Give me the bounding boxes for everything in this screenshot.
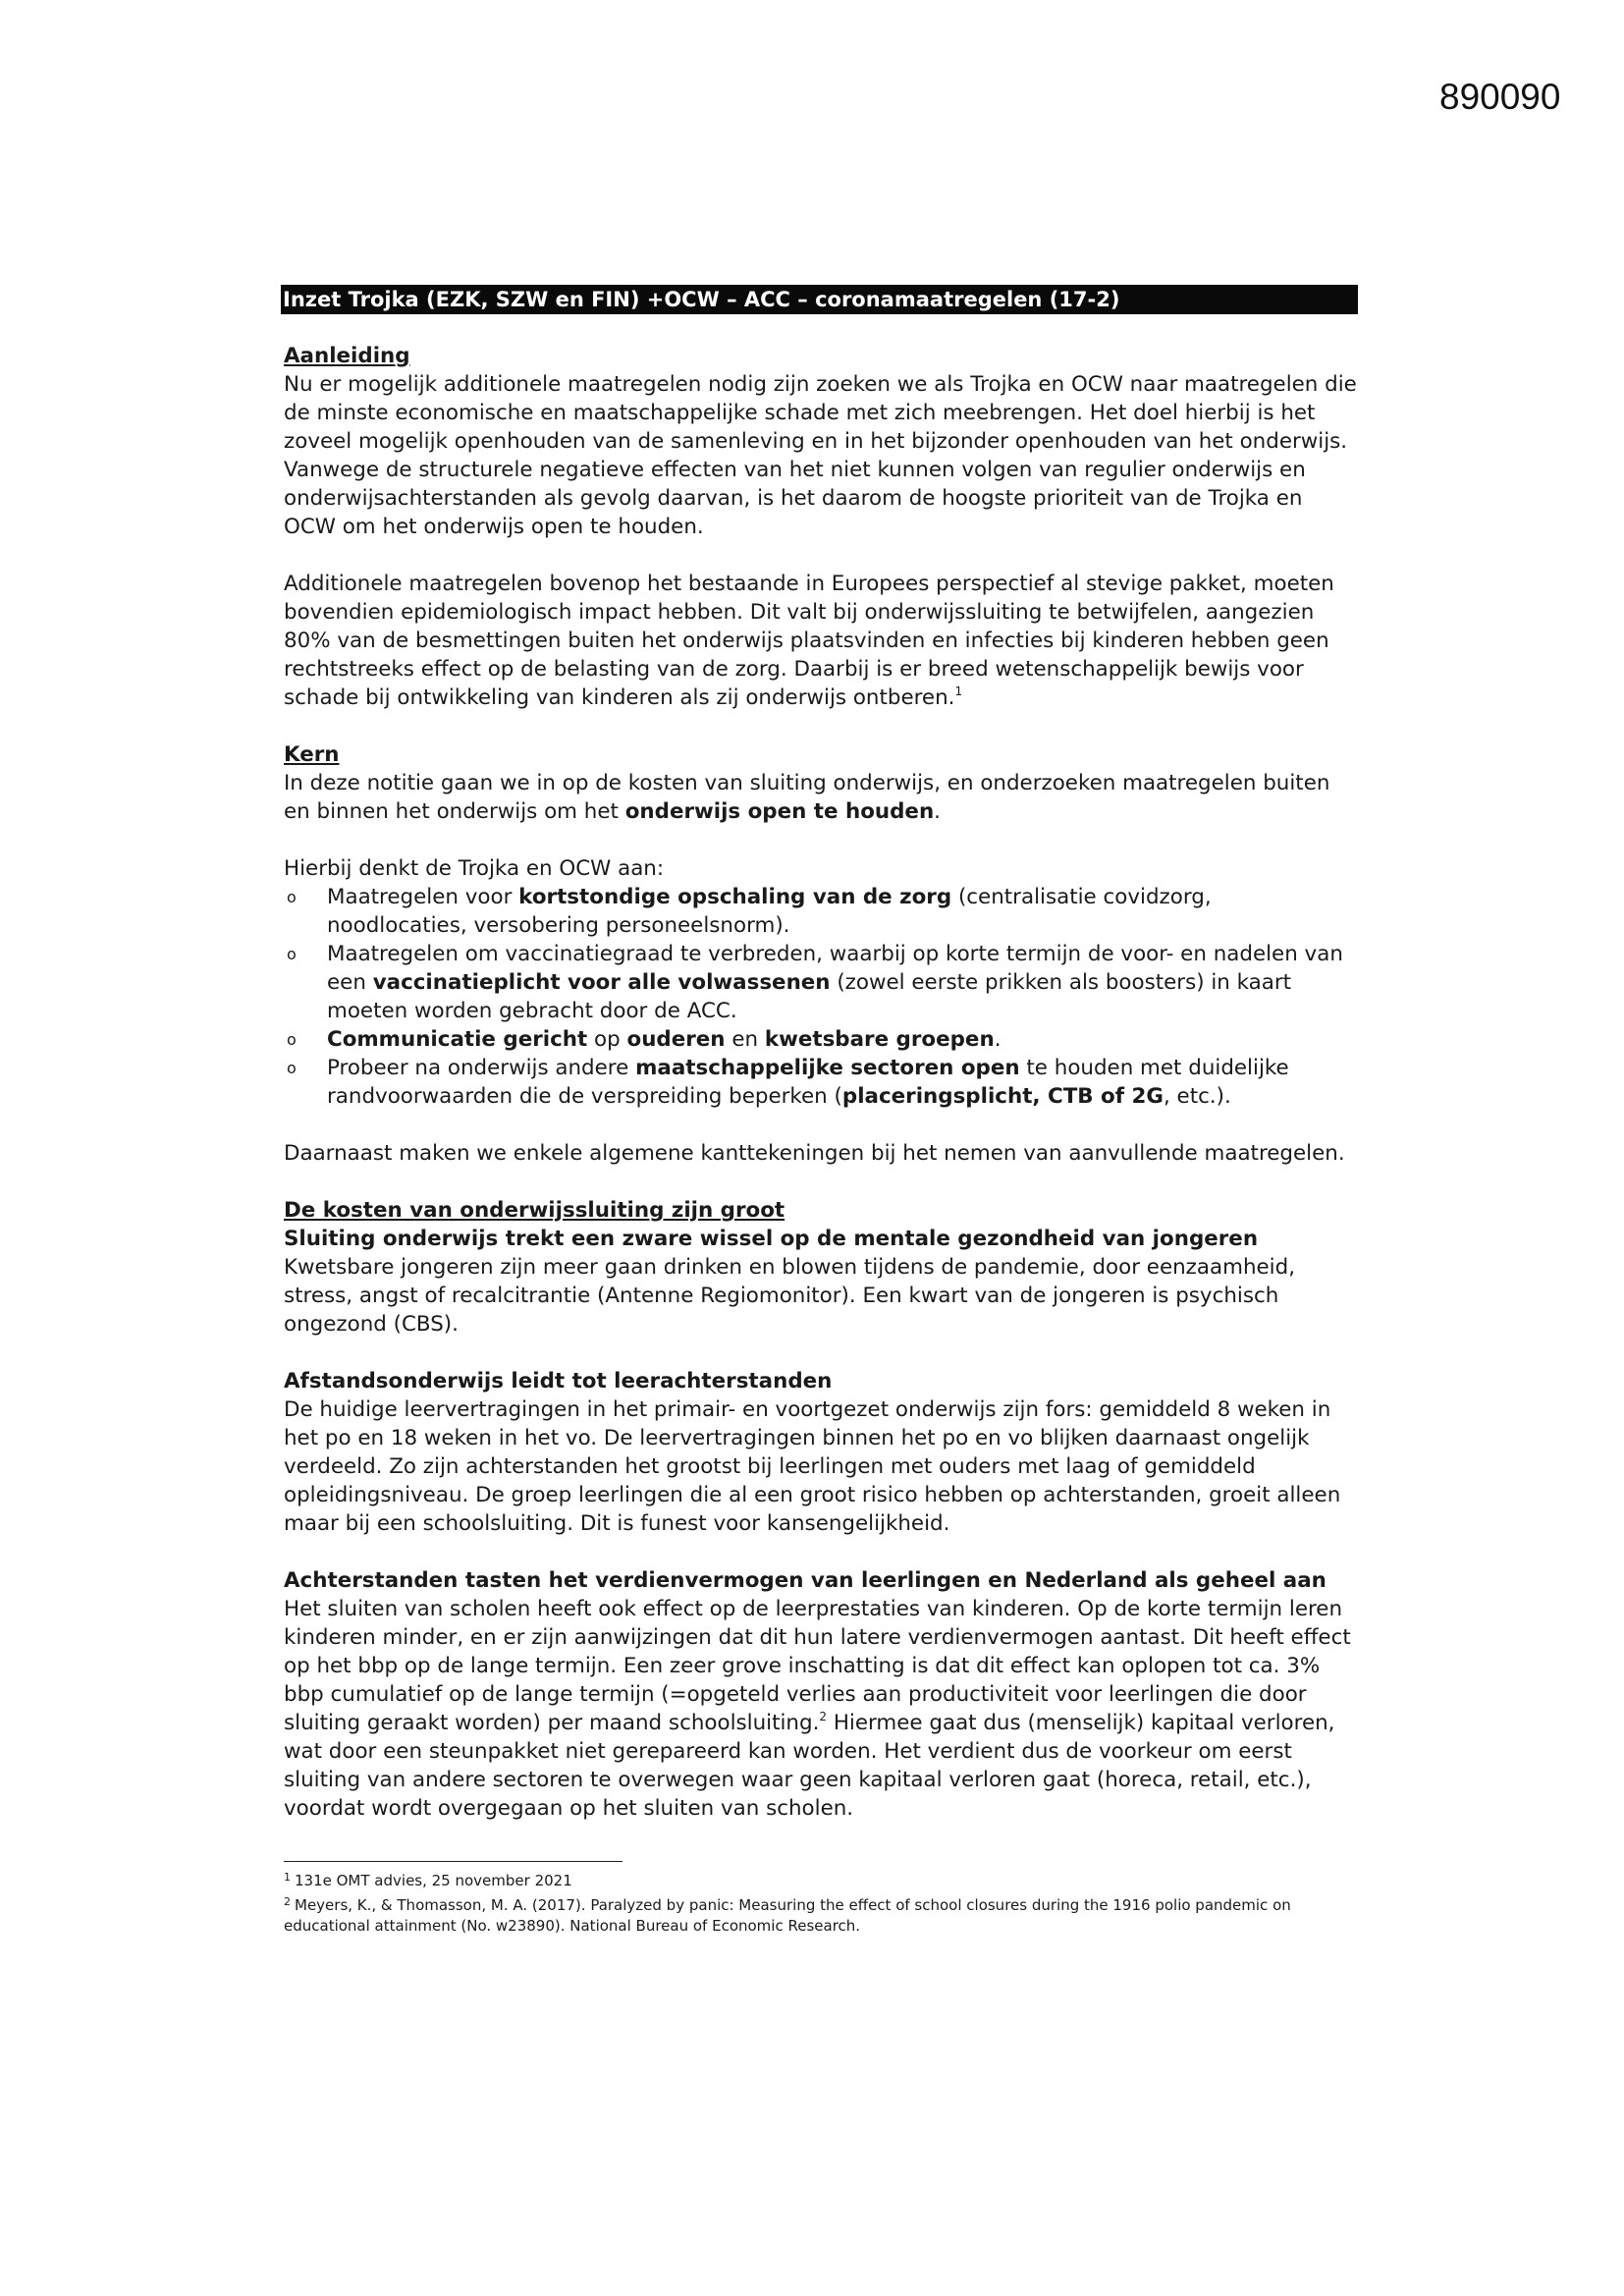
measures-list <box>284 883 1358 1111</box>
mentale-gezondheid-text: Kwetsbare jongeren zijn meer gaan drinken en blowen tijdens de pandemie, door eenzaamheid, stress, angst of recalcitrantie (Antenne Regiomonitor). Een kwart van de jongeren is psychisch ongezond (CBS). <box>284 1255 1295 1337</box>
bullet-icon: o <box>287 1059 297 1077</box>
aanleiding-paragraph-2: Additionele maatregelen bovenop het bestaande in Europees perspectief al stevige pakket, moeten bovendien epidemiologisch impact hebben. Dit valt bij onderwijssluiting te betwijfelen, aangezien 80% van de besmettingen buiten het onderwijs plaatsvinden en infecties bij kinderen hebben geen rechtstreeks effect op de belasting van de zorg. Daarbij is er breed wetenschappelijk bewijs voor schade bij ontwikkeling van kinderen als zij onderwijs ontberen.$^1$ <box>284 572 1334 710</box>
kern-intro: Hierbij denkt de Trojka en OCW aan: <box>284 856 665 881</box>
footnote-ref-2: 2 <box>819 1710 828 1723</box>
footnote-separator <box>284 1861 623 1862</box>
subheading-leerachterstanden: Afstandsonderwijs leidt tot leerachterstanden <box>284 1369 833 1394</box>
bullet-icon: o <box>287 888 297 906</box>
subheading-mentale-gezondheid: Sluiting onderwijs trekt een zware wissel op de mentale gezondheid van jongeren <box>284 1227 1259 1251</box>
footnote-ref-1: 1 <box>954 684 963 698</box>
footnotes <box>284 1867 1358 1937</box>
footnote-1: $^1$ 131e OMT advies, 25 november 2021 <box>284 1871 572 1889</box>
list-item: o Probeer na onderwijs andere maatschappelijke sectoren open te houden met duidelijke randvoorwaarden die de verspreiding beperken (placeringsplicht, CTB of 2G, etc.). <box>287 1056 1289 1109</box>
list-item: o Maatregelen om vaccinatiegraad te verbreden, waarbij op korte termijn de voor- en nadelen van een vaccinatieplicht voor alle volwassenen (zowel eerste prikken als boosters) in kaart moeten worden gebracht door de ACC. <box>287 942 1343 1023</box>
footnote-2: $^2$ Meyers, K., & Thomasson, M. A. (2017). Paralyzed by panic: Measuring the effect of school closures during the 1916 polio pandemic on educational attainment (No. w23890). National Bureau of Economic Research. <box>284 1895 1291 1935</box>
subheading-verdienvermogen: Achterstanden tasten het verdienvermogen van leerlingen en Nederland als geheel aan <box>284 1568 1326 1593</box>
heading-aanleiding: Aanleiding <box>284 344 410 368</box>
list-item: o Communicatie gericht op ouderen en kwetsbare groepen. <box>287 1027 1001 1052</box>
kern-paragraph-1: In deze notitie gaan we in op de kosten van sluiting onderwijs, en onderzoeken maatregelen buiten en binnen het onderwijs om het onderwijs open te houden. <box>284 771 1330 824</box>
kern-closing: Daarnaast maken we enkele algemene kanttekeningen bij het nemen van aanvullende maatregelen. <box>284 1141 1345 1166</box>
heading-kern: Kern <box>284 742 340 767</box>
document-title: Inzet Trojka (EZK, SZW en FIN) +OCW – ACC – coronamaatregelen (17-2) <box>281 285 1358 314</box>
bullet-icon: o <box>287 1030 297 1049</box>
document-body <box>284 342 1358 1823</box>
leerachterstanden-text: De huidige leervertragingen in het primair- en voortgezet onderwijs zijn fors: gemiddeld 8 weken in het po en 18 weken in het vo. De leervertragingen binnen het po en vo blijken daarnaast ongelijk verdeeld. Zo zijn achterstanden het grootst bij leerlingen met ouders met laag of gemiddeld opleidingsniveau. De groep leerlingen die al een groot risico hebben op achterstanden, groeit alleen maar bij een schoolsluiting. Dit is funest voor kansengelijkheid. <box>284 1397 1341 1536</box>
verdienvermogen-text: Het sluiten van scholen heeft ook effect op de leerprestaties van kinderen. Op de korte termijn leren kinderen minder, en er zijn aanwijzingen dat dit hun latere verdienvermogen aantast. Dit heeft effect op het bbp op de lange termijn. Een zeer grove inschatting is dat dit effect kan oplopen tot ca. 3% bbp cumulatief op de lange termijn (=opgeteld verlies aan productiviteit voor leerlingen die door sluiting geraakt worden) per maand schoolsluiting.$^2$ Hiermee gaat dus (menselijk) kapitaal verloren, wat door een steunpakket niet gerepareerd kan worden. Het verdient dus de voorkeur om eerst sluiting van andere sectoren te overwegen waar geen kapitaal verloren gaat (horeca, retail, etc.), voordat wordt overgegaan op het sluiten van scholen. <box>284 1597 1351 1821</box>
document-number: 890090 <box>1439 77 1561 117</box>
bullet-icon: o <box>287 945 297 963</box>
heading-kosten: De kosten van onderwijssluiting zijn groot <box>284 1198 785 1223</box>
aanleiding-paragraph-1: Nu er mogelijk additionele maatregelen nodig zijn zoeken we als Trojka en OCW naar maatregelen die de minste economische en maatschappelijke schade met zich meebrengen. Het doel hierbij is het zoveel mogelijk openhouden van de samenleving en in het bijzonder openhouden van het onderwijs. Vanwege de structurele negatieve effecten van het niet kunnen volgen van regulier onderwijs en onderwijsachterstanden als gevolg daarvan, is het daarom de hoogste prioriteit van de Trojka en OCW om het onderwijs open te houden. <box>284 372 1357 539</box>
list-item: o Maatregelen voor kortstondige opschaling van de zorg (centralisatie covidzorg, noodlocaties, versobering personeelsnorm). <box>287 885 1212 938</box>
